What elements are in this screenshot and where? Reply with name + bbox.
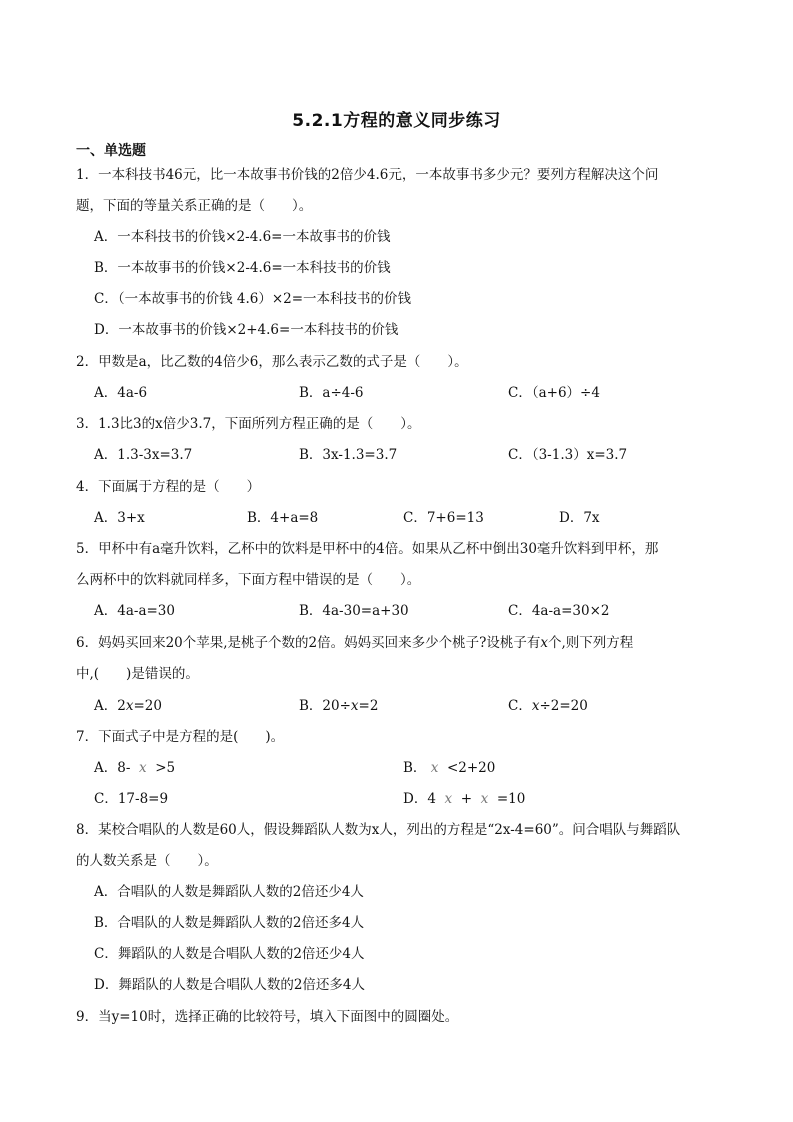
question-2-option-c: C．（a+6）÷4 — [508, 385, 600, 401]
question-8-option-d: D．舞蹈队的人数是合唱队人数的2倍还多4人 — [94, 977, 366, 993]
question-6-option-a-tail: =20 — [133, 698, 162, 714]
question-5-line-2: 么两杯中的饮料就同样多，下面方程中错误的是（ ）。 — [76, 572, 421, 588]
question-7-option-a-tail: >5 — [155, 760, 176, 776]
question-1-line-2: 题，下面的等量关系正确的是（ ）。 — [76, 198, 313, 214]
question-9-line-1: 9．当y=10时，选择正确的比较符号，填入下面图中的圆圈处。 — [76, 1009, 459, 1025]
question-3-option-c: C．（3-1.3）x=3.7 — [508, 447, 628, 463]
question-1-option-b: B．一本故事书的价钱×2-4.6=一本科技书的价钱 — [94, 260, 391, 276]
question-7-option-a — [94, 758, 175, 778]
question-3-option-a: A．1.3-3x=3.7 — [94, 447, 193, 463]
question-6-option-a — [94, 696, 162, 716]
question-2-option-a: A．4a-6 — [94, 385, 148, 401]
question-6-line-1 — [76, 633, 633, 653]
question-2-option-b: B．a÷4-6 — [299, 385, 364, 401]
question-7-option-d-plus: + — [460, 791, 473, 807]
question-1-option-c: C．（一本故事书的价钱 4.6）×2=一本科技书的价钱 — [94, 291, 412, 307]
question-7-option-a-var: x — [139, 760, 147, 776]
question-3-line-1: 3．1.3比3的x倍少3.7，下面所列方程正确的是（ ）。 — [76, 416, 421, 432]
question-6-option-a-label: A．2 — [94, 698, 126, 714]
question-7-line-1: 7．下面式子中是方程的是( )。 — [76, 729, 285, 745]
question-7-option-d-var-1: x — [444, 791, 453, 807]
question-6-variable: x — [540, 635, 549, 651]
question-5-line-1: 5．甲杯中有a毫升饮料，乙杯中的饮料是甲杯中的4倍。如果从乙杯中倒出30毫升饮料到甲杯，那 — [76, 541, 659, 557]
question-6-option-c-label: C． — [508, 698, 532, 714]
question-7-option-c: C．17-8=9 — [94, 791, 169, 807]
question-8-line-2: 的人数关系是（ ）。 — [76, 853, 218, 869]
question-7-option-b-label: B． — [403, 760, 427, 776]
question-7-option-b-var: x — [430, 760, 439, 776]
question-2-line-1: 2．甲数是a，比乙数的4倍少6，那么表示乙数的式子是（ ）。 — [76, 354, 468, 370]
question-7-option-a-label: A．8- — [94, 760, 131, 776]
question-6-line-1-tail: 个,则下列方程 — [548, 635, 634, 651]
question-6-option-b — [299, 696, 378, 716]
question-6-option-c — [508, 696, 588, 716]
question-8-line-1: 8．某校合唱队的人数是60人，假设舞蹈队人数为x人，列出的方程是“2x-4=60”。问合唱队与舞蹈队 — [76, 822, 681, 838]
question-8-option-c: C．舞蹈队的人数是合唱队人数的2倍还少4人 — [94, 946, 365, 962]
question-7-option-d-label: D．4 — [403, 791, 436, 807]
question-4-line-1: 4．下面属于方程的是（ ） — [76, 479, 261, 495]
question-7-option-d-tail: =10 — [496, 791, 526, 807]
question-6-option-a-var: x — [125, 698, 134, 714]
question-5-option-c: C．4a-a=30×2 — [508, 603, 610, 619]
question-6-line-1-text: 6．妈妈买回来20个苹果,是桃子个数的2倍。妈妈买回来多少个桃子?设桃子有 — [76, 635, 541, 651]
question-7-option-b-tail: <2+20 — [446, 760, 496, 776]
question-8-option-b: B．合唱队的人数是舞蹈队人数的2倍还多4人 — [94, 915, 365, 931]
page-title: 5.2.1方程的意义同步练习 — [292, 111, 501, 131]
question-6-option-b-label: B．20÷ — [299, 698, 351, 714]
question-7-option-d-var-2: x — [480, 791, 489, 807]
question-5-option-b: B．4a-30=a+30 — [299, 603, 409, 619]
question-6-line-2: 中,( )是错误的。 — [76, 666, 199, 682]
question-4-option-a: A．3+x — [94, 510, 145, 526]
question-1-line-1: 1．一本科技书46元，比一本故事书价钱的2倍少4.6元，一本故事书多少元？要列方程解决这个问 — [76, 167, 659, 183]
question-7-option-d — [403, 789, 525, 809]
question-4-option-b: B．4+a=8 — [247, 510, 319, 526]
question-8-option-a: A．合唱队的人数是舞蹈队人数的2倍还少4人 — [94, 884, 364, 900]
question-6-option-c-tail: ÷2=20 — [539, 698, 588, 714]
question-5-option-a: A．4a-a=30 — [94, 603, 175, 619]
question-6-option-b-var: x — [350, 698, 359, 714]
question-3-option-b: B．3x-1.3=3.7 — [299, 447, 398, 463]
question-1-option-d: D．一本故事书的价钱×2+4.6=一本科技书的价钱 — [94, 322, 399, 338]
question-6-option-b-tail: =2 — [358, 698, 379, 714]
section-heading: 一、单选题 — [76, 143, 146, 159]
question-6-option-c-var: x — [531, 698, 540, 714]
question-4-option-d: D．7x — [559, 510, 600, 526]
question-4-option-c: C．7+6=13 — [403, 510, 484, 526]
question-1-option-a: A．一本科技书的价钱×2-4.6=一本故事书的价钱 — [94, 229, 391, 245]
question-7-option-b — [403, 758, 495, 778]
